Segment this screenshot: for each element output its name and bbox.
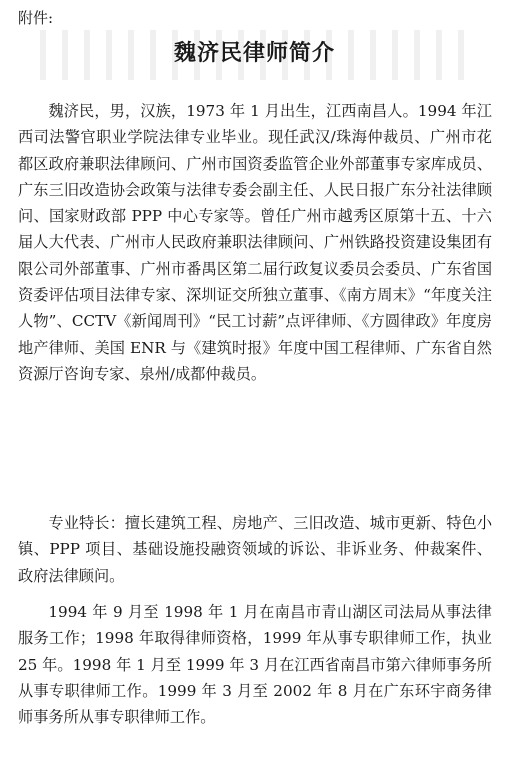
attachment-label: 附件: <box>18 9 54 27</box>
paragraph-career-history: 1994 年 9 月至 1998 年 1 月在南昌市青山湖区司法局从事法律服务工作；1998 年取得律师资格，1999 年从事专职律师工作，执业 25 年。1998 年 1 月至 1999 年 3 月在江西省南昌市第六律师事务所从事专职律师工作。1999 年 3 月至 2002 年 8 月在广东环宇商务律师事务所从事专职律师工作。 <box>18 603 492 727</box>
document-title: 魏济民律师简介 <box>173 40 335 66</box>
paragraph-specialties: 专业特长：擅长建筑工程、房地产、三旧改造、城市更新、特色小镇、PPP 项目、基础设施投融资领域的诉讼、非诉业务、仲裁案件、政府法律顾问。 <box>18 514 492 585</box>
paragraph-biography: 魏济民，男，汉族，1973 年 1 月出生，江西南昌人。1994 年江西司法警官职业学院法律专业毕业。现任武汉/珠海仲裁员、广州市花都区政府兼职法律顾问、广州市国资委监管企业外部董事专家库成员、广东三旧改造协会政策与法律专委会副主任、人民日报广东分社法律顾问、国家财政部 PPP 中心专家等。曾任广州市越秀区原第十五、十六届人大代表、广州市人民政府兼职法律顾问、广州铁路投资建设集团有限公司外部董事、广州市番禺区第二届行政复议委员会委员、广东省国资委评估项目法律专家、深圳证交所独立董事、《南方周末》“年度关注人物”、CCTV《新闻周刊》“民工讨薪”点评律师、《方圆律政》年度房地产律师、美国 ENR 与《建筑时报》年度中国工程律师、广东省自然资源厅咨询专家、泉州/成都仲裁员。 <box>18 102 492 383</box>
